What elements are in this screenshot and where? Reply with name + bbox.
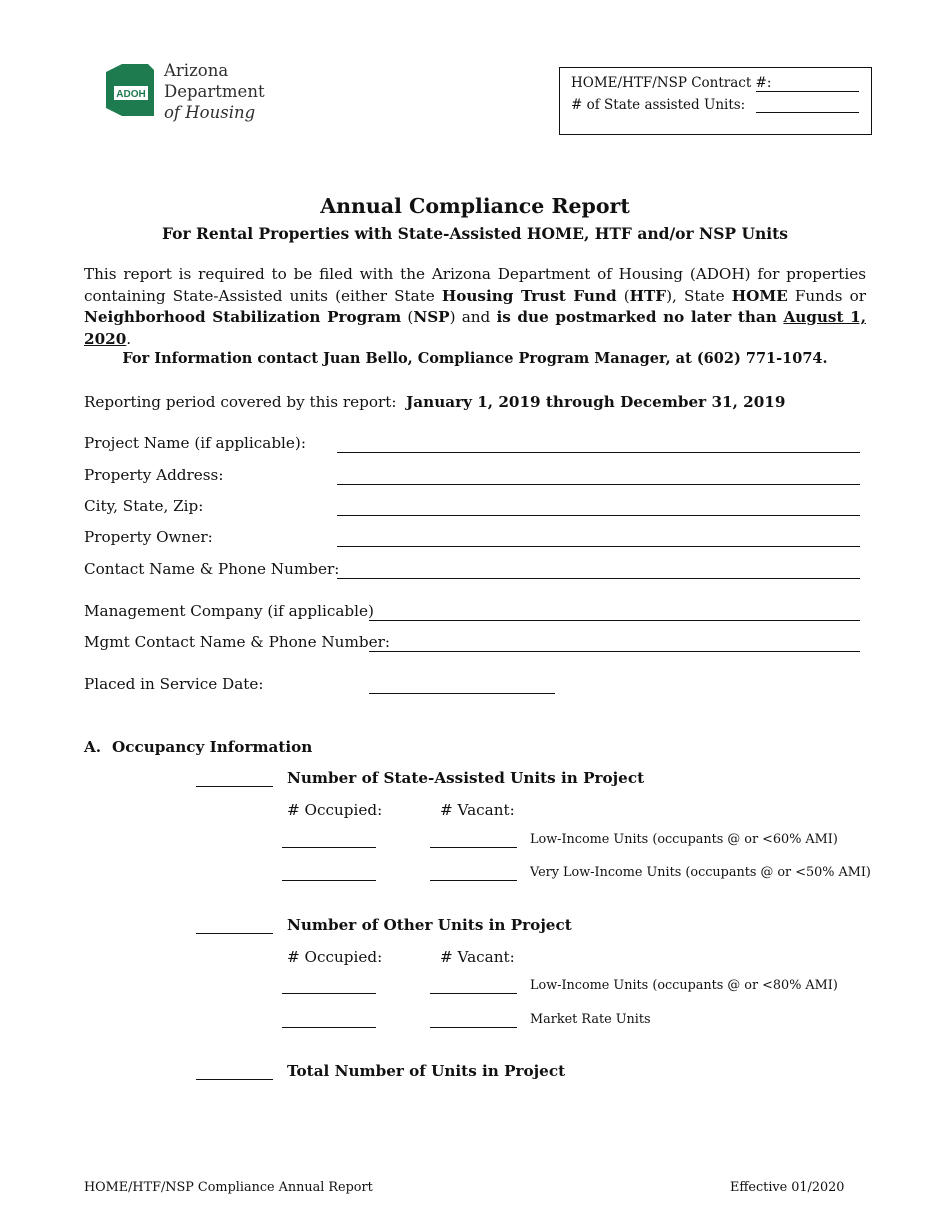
very-low-income-50-label: Very Low-Income Units (occupants @ or <50% AMI): [530, 865, 871, 880]
placed-in-service-field[interactable]: [369, 693, 555, 694]
intro-bold: HTF: [629, 286, 667, 305]
due-date: August 1, 2020: [84, 308, 866, 348]
intro-bold: Neighborhood Stabilization Program: [84, 308, 402, 326]
occupied-column-label: # Occupied:: [287, 801, 383, 819]
logo-line-3: of Housing: [164, 103, 256, 122]
footer-report-name: HOME/HTF/NSP Compliance Annual Report: [84, 1180, 373, 1195]
project-name-label: Project Name (if applicable):: [84, 434, 306, 452]
report-title: Annual Compliance Report: [320, 194, 630, 218]
low-income-60-label: Low-Income Units (occupants @ or <60% AMI): [530, 832, 838, 847]
market-rate-label: Market Rate Units: [530, 1012, 651, 1027]
occupied-column-label: # Occupied:: [287, 948, 383, 966]
contact-name-phone-field[interactable]: [337, 578, 860, 579]
state-assisted-units-field[interactable]: [756, 112, 859, 113]
contract-box: [559, 67, 872, 135]
state-assisted-units-title: Number of State-Assisted Units in Project: [287, 769, 645, 787]
city-state-zip-field[interactable]: [337, 515, 860, 516]
total-units-title: Total Number of Units in Project: [287, 1062, 566, 1080]
reporting-period-label: Reporting period covered by this report:: [84, 393, 397, 411]
intro-text: This report is required to be filed with the Arizona Department of Housing (ADOH) for properties containing State-Assisted units (either State: [84, 265, 866, 305]
intro-text: .: [126, 329, 132, 348]
intro-bold: NSP: [413, 308, 450, 326]
property-address-field[interactable]: [337, 484, 860, 485]
vacant-column-label: # Vacant:: [440, 948, 515, 966]
logo-wordmark: [164, 60, 265, 123]
market-rate-vacant-field[interactable]: [430, 1027, 517, 1028]
contact-name-phone-label: Contact Name & Phone Number:: [84, 560, 340, 578]
intro-paragraph: [84, 264, 866, 350]
property-owner-label: Property Owner:: [84, 528, 213, 546]
intro-bold: HOME: [731, 286, 788, 305]
logo-badge-text: ADOH: [116, 89, 146, 100]
low-income-80-occupied-field[interactable]: [282, 993, 376, 994]
contract-number-label: HOME/HTF/NSP Contract #:: [571, 75, 772, 91]
management-company-field[interactable]: [369, 620, 860, 621]
placed-in-service-label: Placed in Service Date:: [84, 675, 264, 693]
state-assisted-units-total-field[interactable]: [196, 786, 273, 787]
report-subtitle: For Rental Properties with State-Assisted HOME, HTF and/or NSP Units: [161, 224, 789, 243]
intro-text: (: [401, 308, 414, 326]
logo-line-1: Arizona: [164, 61, 229, 80]
logo-line-2: Department: [164, 82, 265, 101]
section-a-letter: A.: [84, 738, 102, 756]
property-owner-field[interactable]: [337, 546, 860, 547]
section-a-heading: [84, 738, 312, 756]
low-income-60-occupied-field[interactable]: [282, 847, 376, 848]
project-name-field[interactable]: [337, 452, 860, 453]
footer-effective-date: Effective 01/2020: [730, 1180, 845, 1195]
vacant-column-label: # Vacant:: [440, 801, 515, 819]
market-rate-occupied-field[interactable]: [282, 1027, 376, 1028]
low-income-80-vacant-field[interactable]: [430, 993, 517, 994]
city-state-zip-label: City, State, Zip:: [84, 497, 204, 515]
intro-text: Funds or: [787, 286, 866, 305]
section-a-title: Occupancy Information: [112, 738, 313, 756]
contract-number-field[interactable]: [756, 91, 859, 92]
very-low-income-50-vacant-field[interactable]: [430, 880, 517, 881]
reporting-period-value: January 1, 2019 through December 31, 2019: [406, 393, 786, 411]
intro-text: ) and: [449, 308, 497, 326]
mgmt-contact-label: Mgmt Contact Name & Phone Number:: [84, 633, 390, 651]
state-assisted-units-label: # of State assisted Units:: [571, 97, 746, 113]
intro-bold: is due postmarked no later than: [496, 308, 784, 326]
intro-text: (: [616, 286, 630, 305]
property-address-label: Property Address:: [84, 466, 224, 484]
very-low-income-50-occupied-field[interactable]: [282, 880, 376, 881]
intro-bold: Housing Trust Fund: [441, 286, 617, 305]
management-company-label: Management Company (if applicable): [84, 602, 374, 620]
other-units-title: Number of Other Units in Project: [287, 916, 572, 934]
mgmt-contact-field[interactable]: [369, 651, 860, 652]
low-income-60-vacant-field[interactable]: [430, 847, 517, 848]
low-income-80-label: Low-Income Units (occupants @ or <80% AMI): [530, 978, 838, 993]
reporting-period: [84, 393, 785, 411]
other-units-total-field[interactable]: [196, 933, 273, 934]
contact-info: For Information contact Juan Bello, Compliance Program Manager, at (602) 771-1074.: [122, 350, 828, 367]
total-units-field[interactable]: [196, 1079, 273, 1080]
intro-text: ), State: [666, 286, 732, 305]
